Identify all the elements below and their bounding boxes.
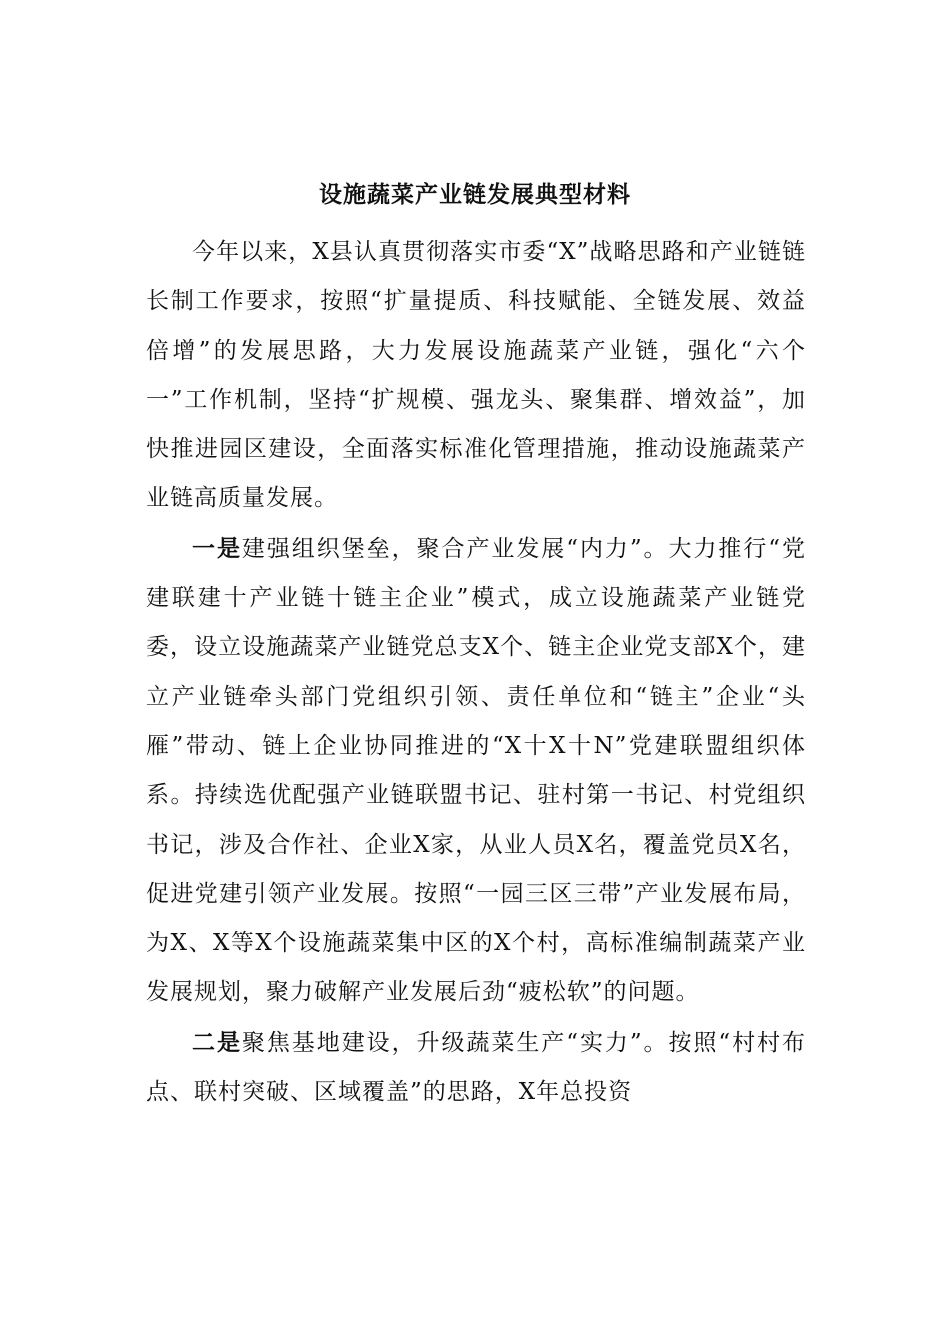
paragraph-two (146, 1018, 806, 1118)
paragraph-text: 今年以来，X县认真贯彻落实市委“X”战略思路和产业链链长制工作要求，按照“扩量提质、科技赋能、全链发展、效益倍增”的发展思路，大力发展设施蔬菜产业链，强化“六个一”工作机制，坚持“扩规模、强龙头、聚集群、增效益”，加快推进园区建设，全面落实标准化管理措施，推动设施蔬菜产业链高质量发展。 (146, 239, 806, 512)
document-body (146, 228, 806, 1117)
paragraph-text: 建强组织堡垒，聚合产业发展“内力”。大力推行“党建联建十产业链十链主企业”模式，成立设施蔬菜产业链党委，设立设施蔬菜产业链党总支X个、链主企业党支部X个，建立产业链牵头部门党组织引领、责任单位和“链主”企业“头雁”带动、链上企业协同推进的“X十X十N”党建联盟组织体系。持续选优配强产业链联盟书记、驻村第一书记、村党组织书记，涉及合作社、企业X家，从业人员X名，覆盖党员X名，促进党建引领产业发展。按照“一园三区三带”产业发展布局，为X、X等X个设施蔬菜集中区的X个村，高标准编制蔬菜产业发展规划，聚力破解产业发展后劲“疲松软”的问题。 (146, 535, 807, 1006)
paragraph-intro (146, 228, 806, 524)
paragraph-text: 聚焦基地建设，升级蔬菜生产“实力”。按照“村村布点、联村突破、区域覆盖”的思路，X年总投资 (146, 1029, 807, 1106)
paragraph-one (146, 524, 806, 1018)
paragraph-lead: 一是 (192, 534, 242, 562)
paragraph-lead: 二是 (192, 1028, 242, 1056)
document-title: 设施蔬菜产业链发展典型材料 (319, 181, 631, 209)
